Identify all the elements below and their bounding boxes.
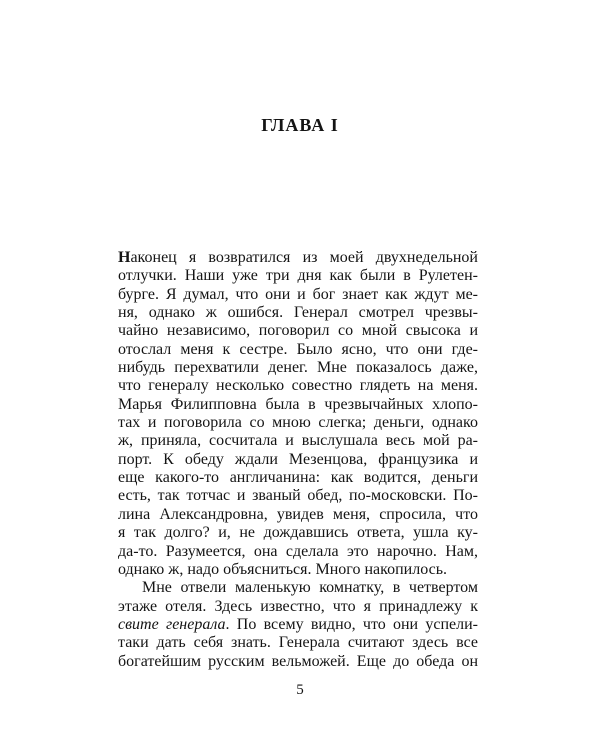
text-line: я так долго? и, не дождавшись ответа, ушла ку- [118,524,478,542]
text-line: отлучки. Наши уже три дня как были в Рулетен- [118,267,478,285]
text-line: Мне отвели маленькую комнатку, в четвертом [142,579,478,597]
text-line: чайно независимо, поговорил со мной свысока и [118,322,478,340]
text-line [118,616,478,634]
text-line: еще какого-то англичанина: как водится, деньги [118,469,478,487]
text-line: Марья Филипповна была в чрезвычайных хлопо- [118,395,478,413]
chapter-title: ГЛАВА I [261,115,339,135]
text-line: ж, приняла, сосчитала и выслушала весь мой ра- [118,432,478,450]
text-line: тах и поговорила со мною слегка; деньги, однако [118,414,478,432]
text-line: таки дать себя знать. Генерала считают здесь все [118,634,478,652]
text-line: лина Александровна, увидев меня, спросила, что [118,505,478,523]
text-line: нибудь перехватили денег. Мне показалось даже, [118,359,478,377]
paragraph [118,249,478,579]
emphasis-text: свите генерала [118,615,226,633]
text-segment: . По всему видно, что они успели- [225,615,478,633]
text-line: что генералу несколько совестно глядеть на меня. [118,377,478,395]
text-line: да-то. Разумеется, она сделала это нарочно. Нам, [118,542,478,560]
text-line: этаже отеля. Здесь известно, что я принадлежу к [118,597,478,615]
text-line: ня, однако ж ошибся. Генерал смотрел чрезвы- [118,304,478,322]
page-number: 5 [296,682,304,698]
text-line: однако ж, надо объясниться. Много накопилось. [118,560,447,578]
chapter-text [118,249,478,671]
text-line: Наконец я возвратился из моей двухнедельной [118,249,478,266]
text-line: отослал меня к сестре. Было ясно, что они где- [118,340,478,358]
paragraph [118,579,478,671]
text-line: порт. К обеду ждали Мезенцова, французика и [118,450,478,468]
text-line: богатейшим русским вельможей. Еще до обеда он [118,652,478,670]
text-line: бурге. Я думал, что они и бог знает как ждут ме- [118,285,478,303]
text-line: есть, так тотчас и званый обед, по-московски. По- [118,487,478,505]
